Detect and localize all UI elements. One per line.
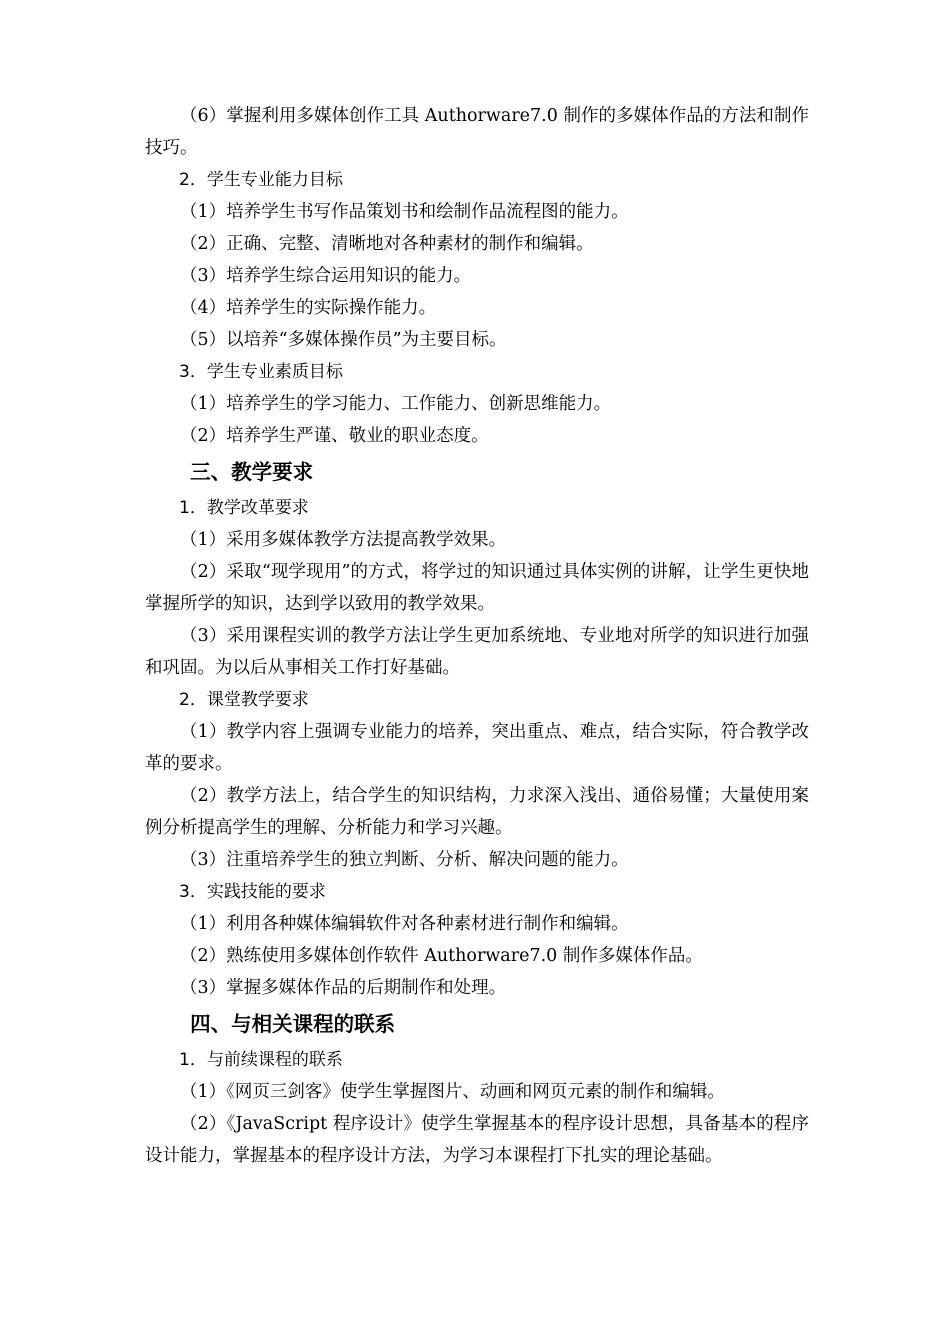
document-body — [145, 100, 809, 1172]
para-quality-1: （1）培养学生的学习能力、工作能力、创新思维能力。 — [180, 394, 612, 414]
para-ability-3: （3）培养学生综合运用知识的能力。 — [180, 266, 472, 286]
para-classroom-3: （3）注重培养学生的独立判断、分析、解决问题的能力。 — [180, 850, 629, 870]
para-quality-2: （2）培养学生严谨、敬业的职业态度。 — [180, 426, 489, 446]
subheading-practice-requirements: 3．实践技能的要求 — [179, 882, 326, 902]
para-practice-3: （3）掌握多媒体作品的后期制作和处理。 — [180, 978, 507, 998]
subheading-ability-goals: 2．学生专业能力目标 — [179, 170, 343, 190]
para-ability-4: （4）培养学生的实际操作能力。 — [180, 298, 437, 318]
section-heading-related-courses: 四、与相关课程的联系 — [190, 1012, 396, 1036]
subheading-quality-goals: 3．学生专业素质目标 — [179, 362, 343, 382]
subheading-classroom-requirements: 2．课堂教学要求 — [179, 690, 309, 710]
para-classroom-2: （2）教学方法上，结合学生的知识结构，力求深入浅出、通俗易懂；大量使用案例分析提高学生的理解、分析能力和学习兴趣。 — [145, 786, 809, 838]
para-prereq-1: （1）《网页三剑客》使学生掌握图片、动画和网页元素的制作和编辑。 — [180, 1082, 725, 1102]
para-ability-2: （2）正确、完整、清晰地对各种素材的制作和编辑。 — [180, 234, 594, 254]
para-reform-3: （3）采用课程实训的教学方法让学生更加系统地、专业地对所学的知识进行加强和巩固。为以后从事相关工作打好基础。 — [145, 626, 809, 678]
para-practice-2: （2）熟练使用多媒体创作软件 Authorware7.0 制作多媒体作品。 — [180, 946, 703, 966]
para-ability-5: （5）以培养“多媒体操作员”为主要目标。 — [180, 330, 507, 350]
para-practice-1: （1）利用各种媒体编辑软件对各种素材进行制作和编辑。 — [180, 914, 629, 934]
para-reform-2: （2）采取“现学现用”的方式，将学过的知识通过具体实例的讲解，让学生更快地掌握所学的知识，达到学以致用的教学效果。 — [145, 562, 809, 614]
para-6-authorware-skills: （6）掌握利用多媒体创作工具 Authorware7.0 制作的多媒体作品的方法和制作技巧。 — [145, 106, 809, 158]
para-prereq-2: （2）《JavaScript 程序设计》使学生掌握基本的程序设计思想，具备基本的程序设计能力，掌握基本的程序设计方法，为学习本课程打下扎实的理论基础。 — [145, 1114, 809, 1166]
para-classroom-1: （1）教学内容上强调专业能力的培养，突出重点、难点，结合实际，符合教学改革的要求。 — [145, 722, 809, 774]
para-ability-1: （1）培养学生书写作品策划书和绘制作品流程图的能力。 — [180, 202, 629, 222]
subheading-reform-requirements: 1．教学改革要求 — [179, 498, 309, 518]
section-heading-teaching-requirements: 三、教学要求 — [190, 460, 314, 484]
para-reform-1: （1）采用多媒体教学方法提高教学效果。 — [180, 530, 507, 550]
subheading-prerequisite-courses: 1．与前续课程的联系 — [179, 1050, 343, 1070]
